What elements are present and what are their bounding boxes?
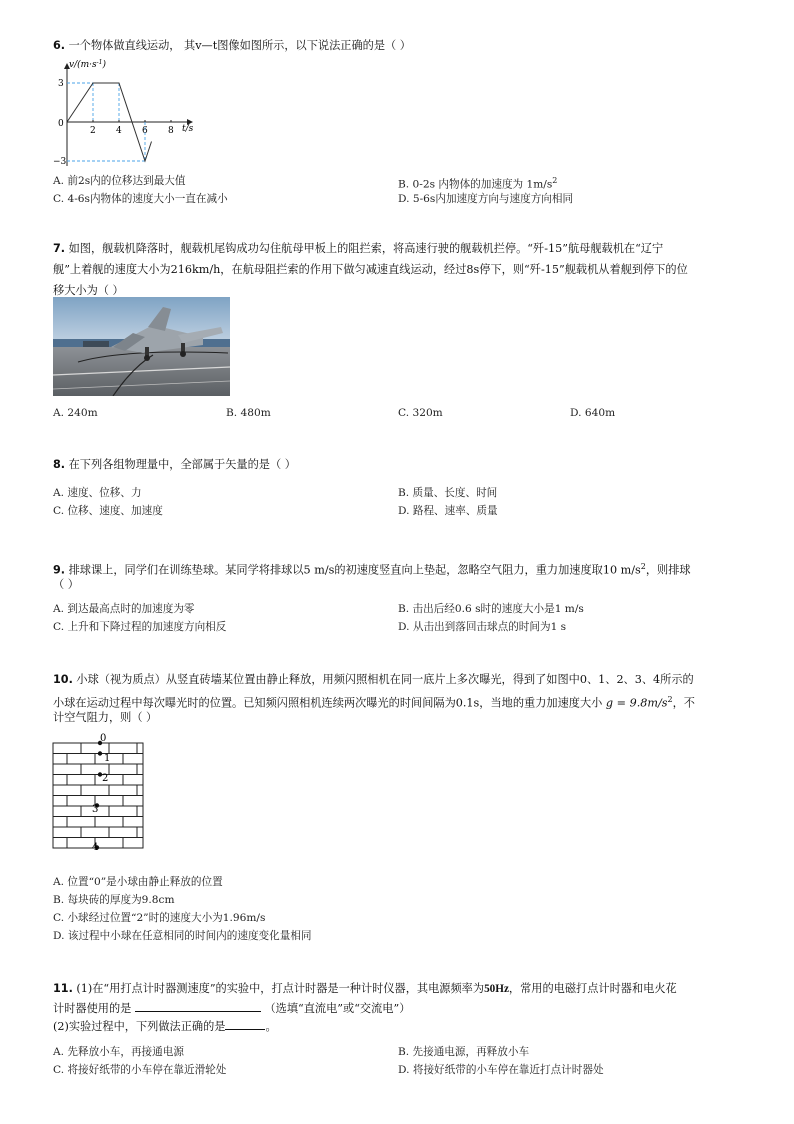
q7-option-d[interactable]: D. 640m	[570, 407, 616, 419]
brick	[137, 827, 143, 838]
q6-stem-text: 一个物体做直线运动， 其v—t图像如图所示，以下说法正确的是（ ）	[68, 39, 411, 52]
brick	[53, 785, 81, 796]
q10-label-3: 3	[92, 804, 99, 815]
q6-option-c[interactable]: C. 4-6s内物体的速度大小一直在减小	[53, 193, 228, 205]
q11-line2-text: 计时器使用的是	[53, 1002, 132, 1015]
q9-option-c[interactable]: C. 上升和下降过程的加速度方向相反	[53, 621, 227, 633]
q11-frequency: 50Hz	[484, 983, 509, 995]
q11-blank-2[interactable]	[225, 1015, 265, 1030]
q6-tick-label-x-6: 6	[142, 126, 148, 136]
q7-option-c[interactable]: C. 320m	[398, 407, 443, 419]
q8-option-c[interactable]: C. 位移、速度、加速度	[53, 505, 163, 517]
q11-blank-1[interactable]	[135, 997, 261, 1012]
q10-line2-tail: ，不	[672, 696, 695, 710]
q6-stem	[53, 35, 411, 57]
q10-label-2: 2	[102, 773, 109, 784]
q10-ball-1	[98, 751, 102, 755]
brick	[109, 806, 137, 817]
q9-option-a[interactable]: A. 到达最高点时的加速度为零	[53, 603, 195, 615]
q6-option-b-sup: 2	[552, 176, 558, 185]
brick	[67, 775, 95, 786]
brick	[53, 764, 81, 775]
q9-line1-text: 排球课上，同学们在训练垫球。某同学将排球以5 m/s的初速度竖直向上垫起，忽略空气阻力，重力加速度取10 m/s	[68, 563, 641, 577]
q7-stem-line2: 舰”上着舰的速度大小为216km/h，在航母阻拦索的作用下做匀减速直线运动，经过8s停下，则“歼-15”舰载机从着舰到停下的位	[53, 263, 688, 276]
brick	[67, 838, 95, 849]
q9-option-d[interactable]: D. 从击出到落回击球点的时间为1 s	[398, 621, 567, 633]
brick	[95, 838, 123, 849]
brick	[109, 785, 137, 796]
q6-tick-label-x-2: 2	[90, 126, 96, 136]
brick	[137, 764, 143, 775]
q10-label-1: 1	[104, 753, 111, 764]
brick	[109, 827, 137, 838]
q11-line3-tail: 。	[265, 1020, 277, 1033]
q6-tick-label-y-neg: −3	[53, 157, 67, 167]
q10-line2-text: 小球在运动过程中每次曝光时的位置。已知频闪照相机连续两次曝光的时间间隔为0.1s，当地的重力加速度大小	[53, 696, 603, 710]
q11-option-d[interactable]: D. 将接好纸带的小车停在靠近打点计时器处	[398, 1064, 604, 1076]
brick	[67, 817, 95, 828]
brick	[123, 796, 143, 807]
brick	[53, 754, 67, 765]
brick	[95, 817, 123, 828]
q9-stem-line1	[53, 556, 691, 582]
q10-number: 10.	[53, 673, 73, 686]
q11-number: 11.	[53, 982, 73, 995]
q10-option-a[interactable]: A. 位置“0”是小球由静止释放的位置	[53, 876, 223, 888]
q9-line1-sup: 2	[640, 562, 646, 571]
brick	[95, 796, 123, 807]
q8-option-a[interactable]: A. 速度、位移、力	[53, 487, 142, 499]
q7-stem-line1	[53, 238, 663, 260]
q6-tick-label-x-8: 8	[168, 126, 174, 136]
q6-tick-label-x-4: 4	[116, 126, 122, 136]
q6-origin-label: 0	[58, 119, 64, 129]
q6-x-axis-label: t/s	[182, 124, 194, 134]
q6-y-axis-label: $v/(m\cdot s^{-1})$	[69, 59, 107, 70]
brick	[137, 806, 143, 817]
q10-option-b[interactable]: B. 每块砖的厚度为9.8cm	[53, 894, 175, 906]
brick	[137, 785, 143, 796]
q8-option-d[interactable]: D. 路程、速率、质量	[398, 505, 498, 517]
q11-line2-tail: （选填“直流电”或“交流电”）	[264, 1002, 411, 1015]
q9-number: 9.	[53, 563, 66, 577]
q10-option-d[interactable]: D. 该过程中小球在任意相同的时间内的速度变化量相同	[53, 930, 312, 942]
brick	[123, 838, 143, 849]
q10-gravity-formula: g = 9.8m/s	[605, 696, 668, 710]
brick	[53, 775, 67, 786]
brick	[123, 775, 143, 786]
q10-brick-wall-figure	[50, 730, 150, 866]
q7-number: 7.	[53, 242, 66, 255]
q9-stem-line2: （ ）	[53, 578, 79, 591]
q9-line1-tail: ，则排球	[645, 563, 691, 577]
q11-line1-text: (1)在“用打点计时器测速度”的实验中，打点计时器是一种计时仪器，其电源频率为	[76, 982, 485, 995]
q7-option-b[interactable]: B. 480m	[226, 407, 271, 419]
brick	[53, 806, 81, 817]
q10-stem-line3: 计空气阻力，则（ ）	[53, 711, 158, 724]
brick	[123, 817, 143, 828]
q11-line3-text: (2)实验过程中，下列做法正确的是	[53, 1020, 226, 1033]
q11-option-c[interactable]: C. 将接好纸带的小车停在靠近滑轮处	[53, 1064, 227, 1076]
q11-stem-line3	[53, 1015, 277, 1038]
q8-stem-text: 在下列各组物理量中，全部属于矢量的是（ ）	[68, 458, 296, 471]
q8-option-b[interactable]: B. 质量、长度、时间	[398, 487, 498, 499]
q6-option-b-text: B. 0-2s 内物体的加速度为 1m/s	[398, 178, 553, 191]
q11-option-a[interactable]: A. 先释放小车，再接通电源	[53, 1046, 184, 1058]
brick	[109, 764, 137, 775]
q8-stem	[53, 454, 296, 476]
brick	[53, 743, 81, 754]
brick	[53, 827, 81, 838]
q10-label-0: 0	[100, 733, 107, 744]
brick	[123, 754, 143, 765]
brick	[53, 817, 67, 828]
q7-carrier-landing-photo	[53, 297, 230, 396]
q8-number: 8.	[53, 458, 66, 471]
q10-line1-text: 小球（视为质点）从竖直砖墙某位置由静止释放，用频闪照相机在同一底片上多次曝光，得到了如图中0、1、2、3、4所示的	[76, 673, 694, 686]
q6-option-d[interactable]: D. 5-6s内加速度方向与速度方向相同	[398, 193, 574, 205]
q10-option-c[interactable]: C. 小球经过位置“2”时的速度大小为1.96m/s	[53, 912, 266, 924]
q11-line1-tail: ，常用的电磁打点计时器和电火花	[508, 982, 677, 995]
q7-line1-text: 如图，舰载机降落时，舰载机尾钩成功勾住航母甲板上的阻拦索，将高速行驶的舰载机拦停。“歼-15”航母舰载机在“辽宁	[68, 242, 664, 255]
q10-gravity-sup: 2	[667, 695, 673, 704]
brick	[81, 785, 109, 796]
q11-option-b[interactable]: B. 先接通电源，再释放小车	[398, 1046, 530, 1058]
brick	[81, 743, 109, 754]
brick	[109, 743, 137, 754]
brick	[53, 796, 67, 807]
q7-stem-line3: 移大小为（ ）	[53, 284, 124, 297]
brick	[67, 796, 95, 807]
brick	[137, 743, 143, 754]
brick	[53, 838, 67, 849]
brick	[67, 754, 95, 765]
q10-stem-line1	[53, 669, 694, 691]
q6-vt-graph	[52, 58, 202, 168]
q6-option-a[interactable]: A. 前2s内的位移达到最大值	[53, 175, 186, 187]
q9-option-b[interactable]: B. 击出后经0.6 s时的速度大小是1 m/s	[398, 603, 584, 615]
q10-label-4: 4	[92, 842, 99, 853]
q7-option-a[interactable]: A. 240m	[53, 407, 98, 419]
brick	[81, 827, 109, 838]
q6-number: 6.	[53, 39, 66, 52]
q6-tick-label-y-pos: 3	[58, 79, 64, 89]
